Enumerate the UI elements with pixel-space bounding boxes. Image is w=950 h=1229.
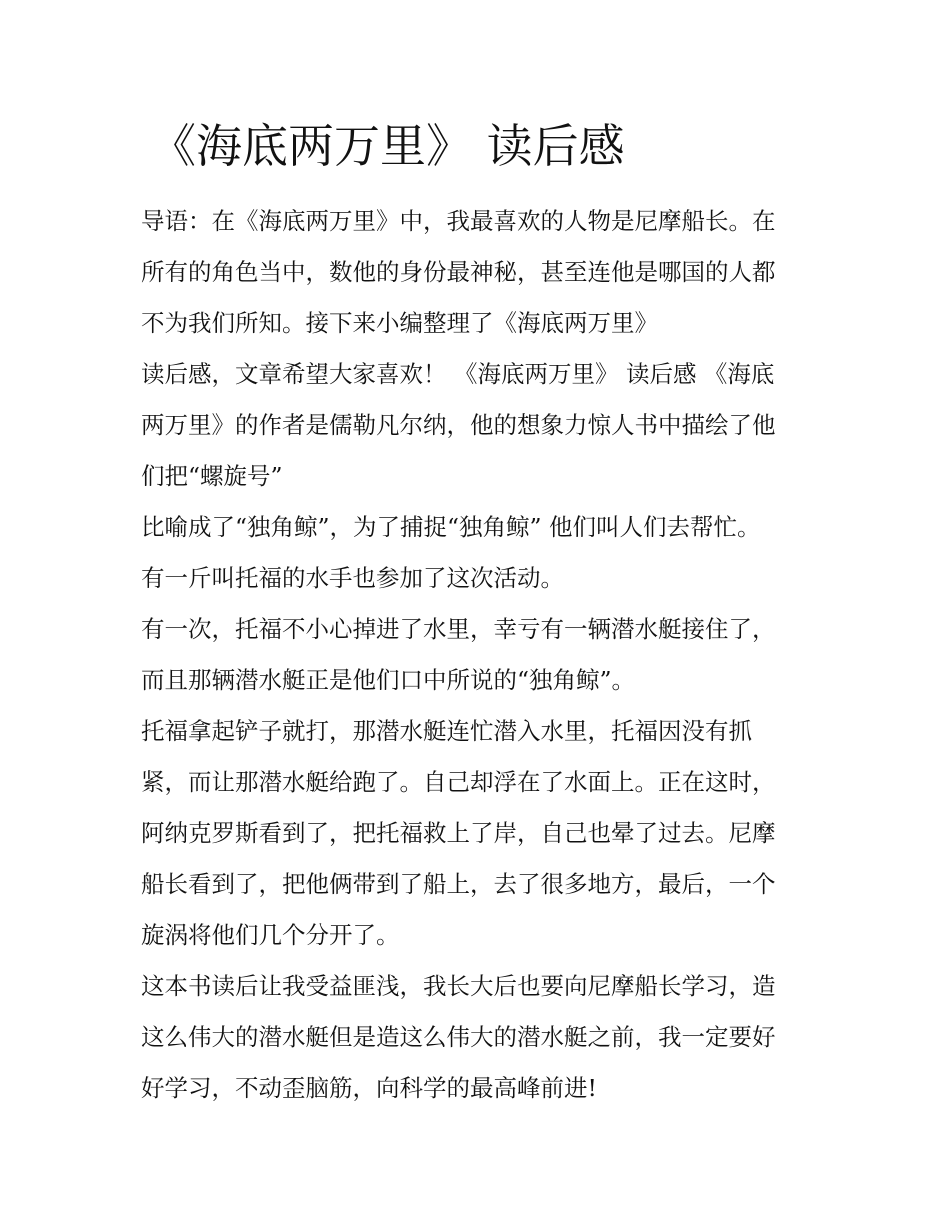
body-line: 不为我们所知。接下来小编整理了《海底两万里》 (141, 309, 658, 337)
body-line: 这本书读后让我受益匪浅，我长大后也要向尼摩船长学习，造 (141, 972, 776, 1000)
body-line: 船长看到了，把他俩带到了船上，去了很多地方，最后，一个 (141, 870, 776, 898)
body-line: 紧，而让那潜水艇给跑了。自己却浮在了水面上。正在这时， (141, 768, 776, 796)
document-body (141, 196, 831, 1114)
body-line: 托福拿起铲子就打，那潜水艇连忙潜入水里，托福因没有抓 (141, 717, 752, 745)
body-line: 这么伟大的潜水艇但是造这么伟大的潜水艇之前，我一定要好 (141, 1023, 776, 1051)
body-line: 两万里》的作者是儒勒凡尔纳，他的想象力惊人书中描绘了他 (141, 411, 776, 439)
body-line: 旋涡将他们几个分开了。 (141, 921, 400, 949)
body-line: 读后感，文章希望大家喜欢！ 《海底两万里》 读后感 《海底 (141, 360, 775, 388)
body-line: 好学习，不动歪脑筋，向科学的最高峰前进! (141, 1074, 597, 1102)
document-title: 《海底两万里》 读后感 (150, 119, 625, 173)
body-line: 所有的角色当中，数他的身份最神秘，甚至连他是哪国的人都 (141, 258, 776, 286)
body-line: 阿纳克罗斯看到了，把托福救上了岸，自己也晕了过去。尼摩 (141, 819, 776, 847)
body-line: 导语：在《海底两万里》中，我最喜欢的人物是尼摩船长。在 (141, 207, 776, 235)
body-line: 比喻成了“独角鲸”，为了捕捉“独角鲸” 他们叫人们去帮忙。 (141, 513, 761, 541)
body-line: 们把“螺旋号” (141, 462, 283, 490)
body-line: 而且那辆潜水艇正是他们口中所说的“独角鲸”。 (141, 666, 636, 694)
body-line: 有一次，托福不小心掉进了水里，幸亏有一辆潜水艇接住了， (141, 615, 776, 643)
body-line: 有一斤叫托福的水手也参加了这次活动。 (141, 564, 564, 592)
